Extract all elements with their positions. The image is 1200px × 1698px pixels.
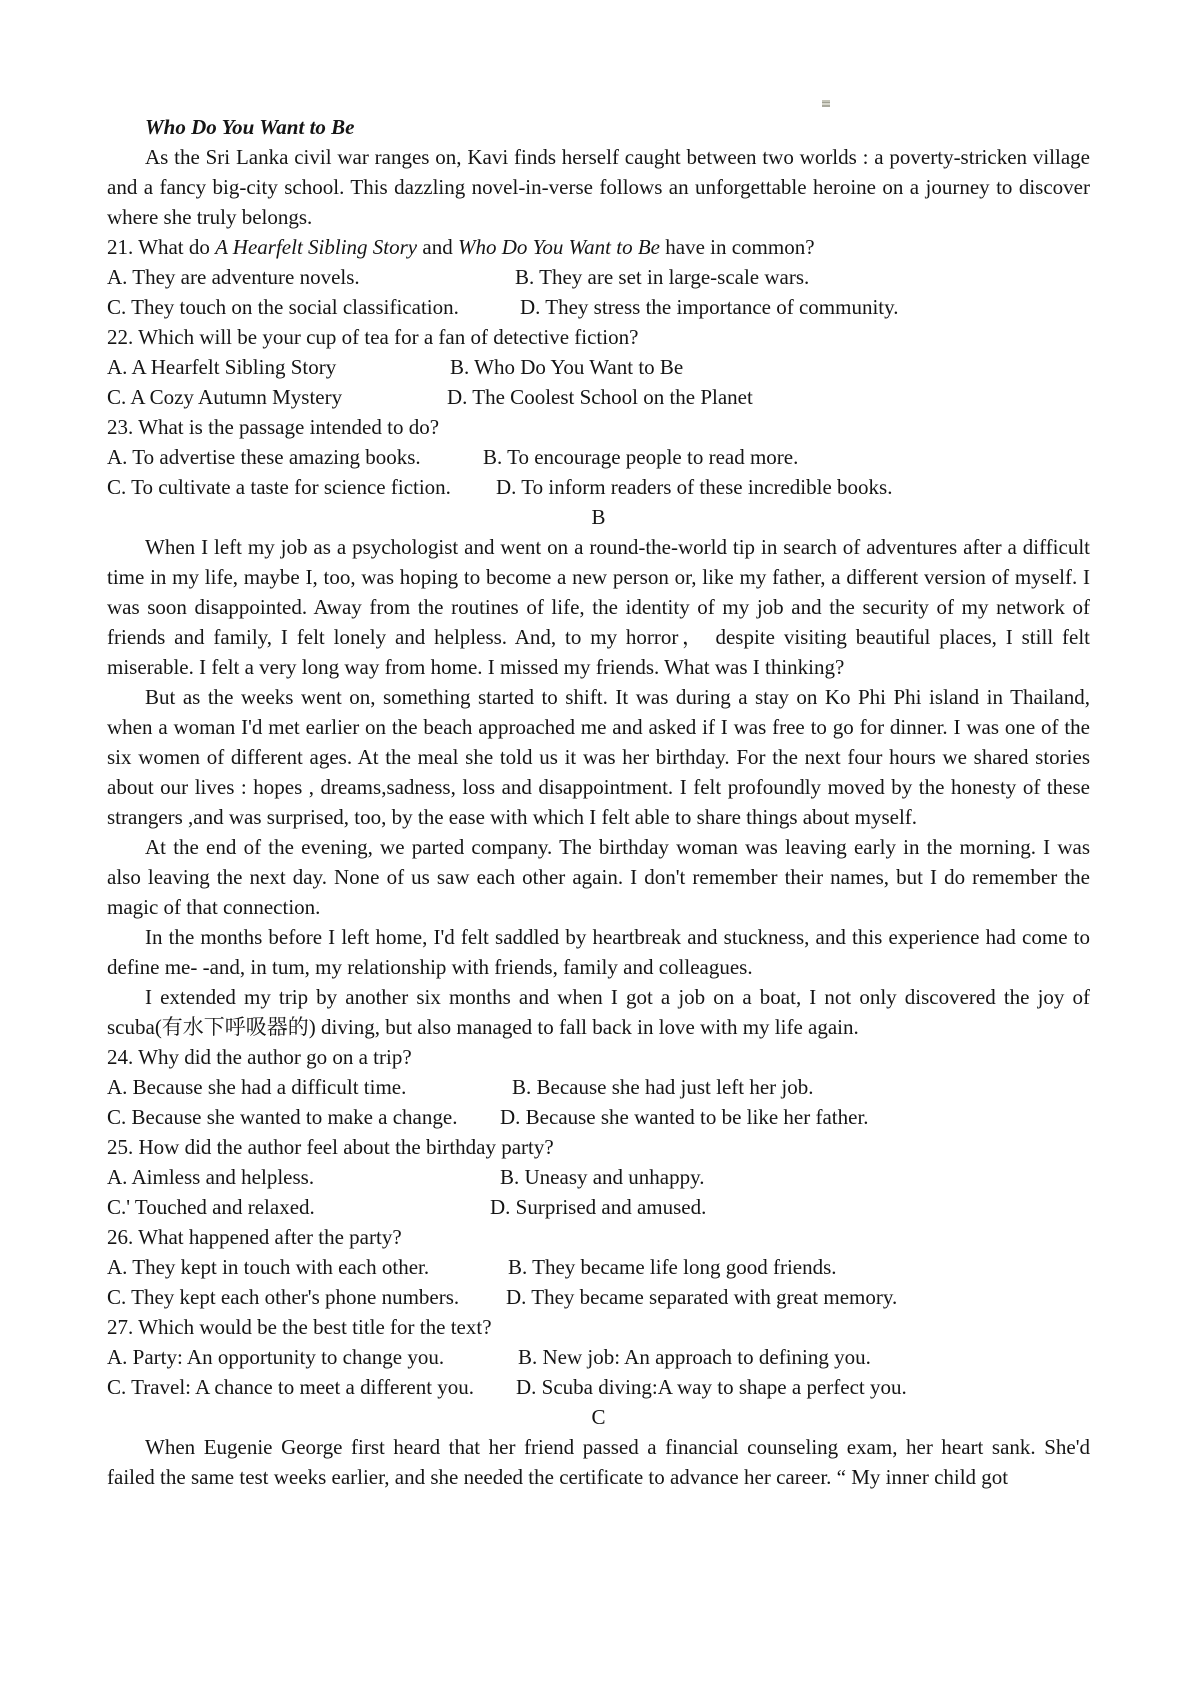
q26-options-cd: [107, 1282, 1090, 1312]
q27-options-cd: [107, 1372, 1090, 1402]
q22-option-c: C. A Cozy Autumn Mystery: [107, 385, 343, 409]
section-b-heading: B: [591, 505, 606, 529]
q25-option-c: C.' Touched and relaxed.: [107, 1195, 315, 1219]
question-21-stem: [107, 232, 1090, 262]
q26-option-d: D. They became separated with great memory.: [506, 1285, 898, 1309]
q26-option-b: B. They became life long good friends.: [508, 1255, 837, 1279]
q22-options-ab: [107, 352, 1090, 382]
question-26-stem: 26. What happened after the party?: [107, 1225, 402, 1249]
q22-option-d: D. The Coolest School on the Planet: [447, 385, 753, 409]
q21-option-b: B. They are set in large-scale wars.: [515, 265, 810, 289]
passage-b-paragraph-1: When I left my job as a psychologist and went on a round-the-world tip in search of adventures after a difficult time in my life, maybe I, too, was hoping to become a new person or, like my father, a different version of myself. I was soon disappointed. Away from the routines of life, the identity of my job and the security of my network of friends and family, I felt lonely and helpless. And, to my horror， despite visiting beautiful places, I still felt miserable. I felt a very long way from home. I missed my friends. What was I thinking?: [107, 535, 1090, 679]
q27-options-ab: [107, 1342, 1090, 1372]
q21-stem-suffix: have in common?: [660, 235, 815, 259]
q26-option-a: A. They kept in touch with each other.: [107, 1255, 430, 1279]
q25-options-cd: [107, 1192, 1090, 1222]
q24-options-cd: [107, 1102, 1090, 1132]
passage-b-paragraph-5: I extended my trip by another six months and when I got a job on a boat, I not only discovered the joy of scuba(有水下呼吸器的) diving, but also managed to fall back in love with my life again.: [107, 985, 1090, 1039]
section-c-heading: C: [591, 1405, 606, 1429]
q23-option-b: B. To encourage people to read more.: [483, 445, 799, 469]
q21-book-title-2: Who Do You Want to Be: [457, 235, 660, 259]
question-23-stem: 23. What is the passage intended to do?: [107, 415, 440, 439]
q22-option-b: B. Who Do You Want to Be: [450, 355, 684, 379]
book-title: Who Do You Want to Be: [145, 115, 355, 139]
q25-option-d: D. Surprised and amused.: [490, 1195, 707, 1219]
q23-options-ab: [107, 442, 1090, 472]
q24-option-c: C. Because she wanted to make a change.: [107, 1105, 458, 1129]
q23-options-cd: [107, 472, 1090, 502]
scan-artifact: [822, 100, 830, 107]
q27-option-b: B. New job: An approach to defining you.: [518, 1345, 871, 1369]
passage-b-paragraph-3: At the end of the evening, we parted company. The birthday woman was leaving early in the morning. I was also leaving the next day. None of us saw each other again. I don't remember their names, but I do remember the magic of that connection.: [107, 835, 1090, 919]
q27-option-c: C. Travel: A chance to meet a different you.: [107, 1375, 475, 1399]
q22-options-cd: [107, 382, 1090, 412]
q21-option-d: D. They stress the importance of community.: [520, 295, 899, 319]
passage-c-paragraph-1: When Eugenie George first heard that her friend passed a financial counseling exam, her heart sank. She'd failed the same test weeks earlier, and she needed the certificate to advance her career. “ My inner child got: [107, 1435, 1090, 1489]
question-24-stem: 24. Why did the author go on a trip?: [107, 1045, 412, 1069]
q21-options-ab: [107, 262, 1090, 292]
q21-option-a: A. They are adventure novels.: [107, 265, 360, 289]
q21-book-title-1: A Hearfelt Sibling Story: [215, 235, 418, 259]
q24-option-b: B. Because she had just left her job.: [512, 1075, 814, 1099]
question-27-stem: 27. Which would be the best title for the text?: [107, 1315, 492, 1339]
q25-option-a: A. Aimless and helpless.: [107, 1165, 315, 1189]
book-blurb: As the Sri Lanka civil war ranges on, Kavi finds herself caught between two worlds : a poverty-stricken village and a fancy big-city school. This dazzling novel-in-verse follows an unforgettable heroine on a journey to discover where she truly belongs.: [107, 145, 1090, 229]
q23-option-d: D. To inform readers of these incredible books.: [496, 475, 893, 499]
passage-b-paragraph-4: In the months before I left home, I'd felt saddled by heartbreak and stuckness, and this experience had come to define me- -and, in tum, my relationship with friends, family and colleagues.: [107, 925, 1090, 979]
q27-option-a: A. Party: An opportunity to change you.: [107, 1345, 445, 1369]
q21-option-c: C. They touch on the social classification.: [107, 295, 459, 319]
q27-option-d: D. Scuba diving:A way to shape a perfect you.: [516, 1375, 907, 1399]
q26-option-c: C. They kept each other's phone numbers.: [107, 1285, 460, 1309]
q23-option-c: C. To cultivate a taste for science fiction.: [107, 475, 451, 499]
q24-option-d: D. Because she wanted to be like her father.: [500, 1105, 869, 1129]
q22-option-a: A. A Hearfelt Sibling Story: [107, 355, 337, 379]
q24-option-a: A. Because she had a difficult time.: [107, 1075, 407, 1099]
question-22-stem: 22. Which will be your cup of tea for a fan of detective fiction?: [107, 325, 639, 349]
q25-options-ab: [107, 1162, 1090, 1192]
q25-option-b: B. Uneasy and unhappy.: [500, 1165, 705, 1189]
q26-options-ab: [107, 1252, 1090, 1282]
passage-b-paragraph-2: But as the weeks went on, something started to shift. It was during a stay on Ko Phi Phi island in Thailand, when a woman I'd met earlier on the beach approached me and asked if I was free to go for dinner. I was one of the six women of different ages. At the meal she told us it was her birthday. For the next four hours we shared stories about our lives : hopes , dreams,sadness, loss and disappointment. I felt profoundly moved by the honesty of these strangers ,and was surprised, too, by the ease with which I felt able to share things about myself.: [107, 685, 1090, 829]
q21-stem-prefix: 21. What do: [107, 235, 216, 259]
question-25-stem: 25. How did the author feel about the birthday party?: [107, 1135, 554, 1159]
q24-options-ab: [107, 1072, 1090, 1102]
q23-option-a: A. To advertise these amazing books.: [107, 445, 421, 469]
q21-options-cd: [107, 292, 1090, 322]
q21-stem-mid: and: [417, 235, 458, 259]
